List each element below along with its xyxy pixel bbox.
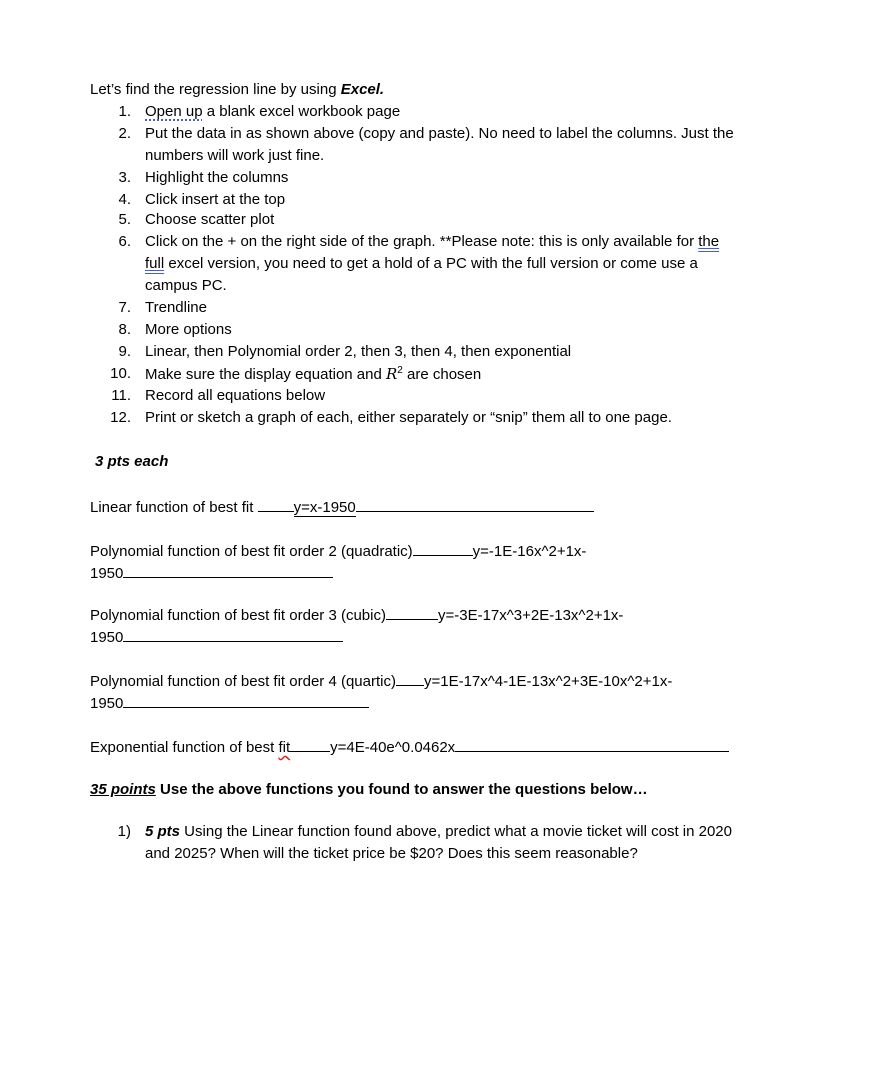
answer-value-cont: 1950 bbox=[90, 695, 124, 712]
question-text: Using the Linear function found above, predict what a movie ticket will cost in 2020 bbox=[180, 823, 732, 840]
step-text: Print or sketch a graph of each, either separately or “snip” them all to one page. bbox=[145, 409, 672, 426]
answer-value: y=1E-17x^4-1E-13x^2+3E-10x^2+1x- bbox=[423, 673, 673, 690]
answer-value: y=x-1950 bbox=[293, 499, 356, 516]
answer-quartic-cont bbox=[90, 693, 369, 713]
answer-value: y=4E-40e^0.0462x bbox=[330, 739, 456, 756]
intro-lead: Let’s find the regression line by using bbox=[90, 81, 341, 98]
question-number: 1) bbox=[117, 823, 131, 840]
step-number: 2. bbox=[118, 125, 131, 142]
answer-label: Linear function of best fit bbox=[90, 499, 258, 516]
step-text-marked: the bbox=[698, 233, 720, 250]
step-text: Highlight the columns bbox=[145, 169, 289, 186]
step-number: 9. bbox=[118, 343, 131, 360]
step-text: Click on the + on the right side of the graph. **Please note: this is only available for bbox=[145, 233, 699, 250]
step-text: Put the data in as shown above (copy and paste). No need to label the columns. Just the bbox=[145, 125, 734, 142]
step-text: Record all equations below bbox=[145, 387, 326, 404]
step-text: Linear, then Polynomial order 2, then 3, then 4, then exponential bbox=[145, 343, 572, 360]
intro-app: Excel. bbox=[340, 81, 385, 98]
step-text-marked: full bbox=[145, 255, 165, 272]
step-number: 3. bbox=[118, 169, 131, 186]
answer-label: Polynomial function of best fit order 3 (cubic) bbox=[90, 607, 386, 624]
step-text: Make sure the display equation and bbox=[145, 366, 386, 383]
step-number: 11. bbox=[111, 387, 131, 404]
answer-value-cont: 1950 bbox=[90, 565, 124, 582]
step-text: campus PC. bbox=[145, 277, 227, 294]
step-number: 1. bbox=[118, 103, 131, 120]
step-number: 6. bbox=[118, 233, 131, 250]
spell-marked-word: fit bbox=[278, 739, 291, 756]
step-number: 8. bbox=[118, 321, 131, 338]
step-number: 12. bbox=[110, 409, 131, 426]
section-heading bbox=[90, 781, 648, 799]
section-points: 35 points bbox=[90, 781, 156, 798]
step-number: 10. bbox=[110, 365, 131, 382]
intro-line bbox=[90, 81, 384, 99]
question-points: 5 pts bbox=[145, 823, 181, 840]
step-text: numbers will work just fine. bbox=[145, 147, 325, 164]
r-symbol: R bbox=[386, 365, 398, 383]
step-text: Choose scatter plot bbox=[145, 211, 275, 228]
r-exponent: 2 bbox=[397, 365, 403, 376]
answer-linear bbox=[90, 497, 594, 517]
step-number: 5. bbox=[118, 211, 131, 228]
step-text: are chosen bbox=[402, 366, 482, 383]
answer-quartic bbox=[90, 671, 672, 691]
answer-cubic bbox=[90, 605, 623, 625]
question-text: and 2025? When will the ticket price be $20? Does this seem reasonable? bbox=[145, 845, 638, 862]
answer-value-cont: 1950 bbox=[90, 629, 124, 646]
step-number: 4. bbox=[118, 191, 131, 208]
answer-label: Polynomial function of best fit order 4 (quartic) bbox=[90, 673, 396, 690]
answer-cubic-cont bbox=[90, 627, 343, 647]
step-number: 7. bbox=[118, 299, 131, 316]
step-text: More options bbox=[145, 321, 232, 338]
points-each: 3 pts each bbox=[95, 453, 169, 470]
answer-value: y=-3E-17x^3+2E-13x^2+1x- bbox=[437, 607, 624, 624]
answer-label: Exponential function of best bbox=[90, 739, 279, 756]
step-text: excel version, you need to get a hold of a PC with the full version or come use a bbox=[164, 255, 698, 272]
step-text: Trendline bbox=[145, 299, 207, 316]
answer-quadratic-cont bbox=[90, 563, 333, 583]
answer-value: y=-1E-16x^2+1x- bbox=[472, 543, 587, 560]
answer-exponential bbox=[90, 737, 729, 757]
step-text: Click insert at the top bbox=[145, 191, 286, 208]
section-text: Use the above functions you found to answer the questions below… bbox=[155, 781, 648, 798]
step-text-marked: Open up bbox=[145, 103, 203, 120]
answer-quadratic bbox=[90, 541, 586, 561]
answer-label: Polynomial function of best fit order 2 (quadratic) bbox=[90, 543, 413, 560]
step-text: a blank excel workbook page bbox=[202, 103, 401, 120]
